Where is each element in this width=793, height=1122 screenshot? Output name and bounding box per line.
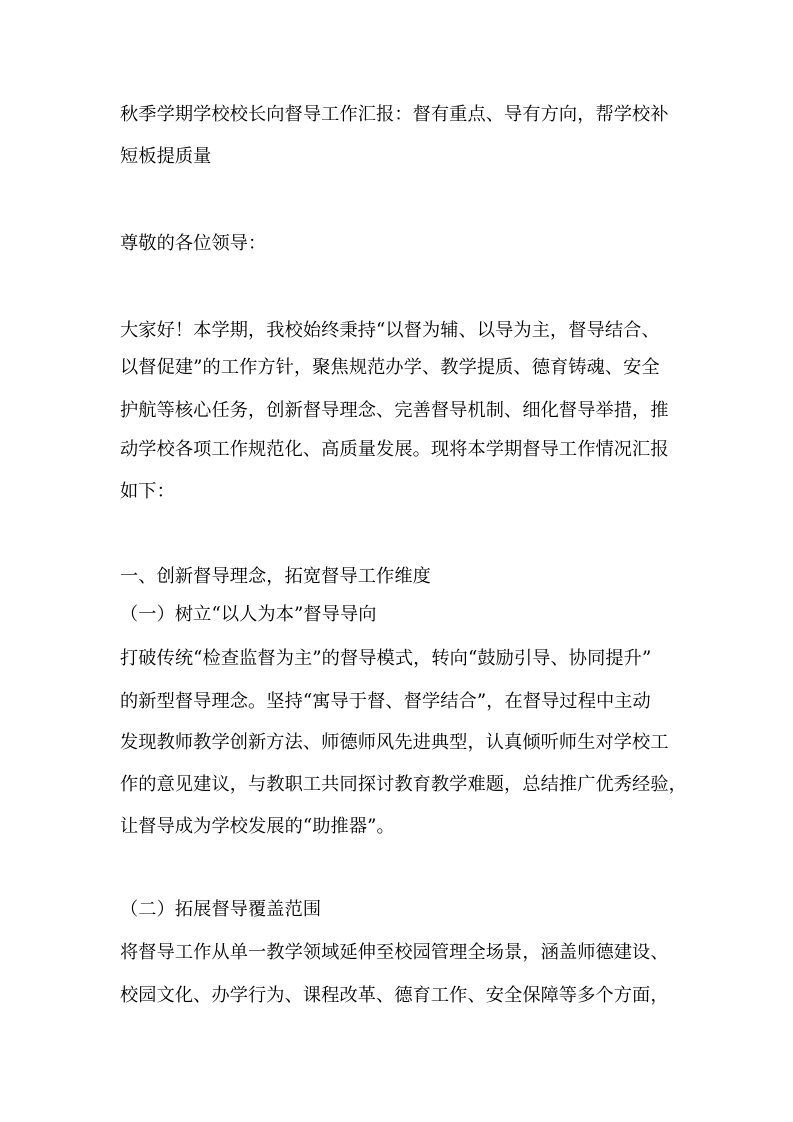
subsection-1-line-4: 作的意见建议，与教职工共同探讨教育教学难题，总结推广优秀经验， bbox=[120, 774, 687, 795]
salutation: 尊敬的各位领导： bbox=[120, 233, 267, 254]
subsection-1-line-1: 打破传统“检查监督为主”的督导模式，转向“鼓励引导、协同提升” bbox=[120, 648, 652, 669]
subsection-2-line-1: 将督导工作从单一教学领域延伸至校园管理全场景，涵盖师德建设、 bbox=[120, 942, 669, 963]
section-1-heading: 一、创新督导理念，拓宽督导工作维度 bbox=[120, 566, 431, 587]
subsection-2-heading: （二）拓展督导覆盖范围 bbox=[120, 899, 322, 920]
intro-line-3: 护航等核心任务，创新督导理念、完善督导机制、细化督导举措，推 bbox=[120, 400, 669, 421]
intro-line-4: 动学校各项工作规范化、高质量发展。现将本学期督导工作情况汇报 bbox=[120, 439, 669, 460]
subsection-1-line-5: 让督导成为学校发展的“助推器”。 bbox=[120, 816, 395, 837]
subsection-2-line-2: 校园文化、办学行为、课程改革、德育工作、安全保障等多个方面， bbox=[120, 985, 669, 1006]
subsection-1-line-3: 发现教师教学创新方法、师德师风先进典型，认真倾听师生对学校工 bbox=[120, 732, 669, 753]
document-title-line-1: 秋季学期学校校长向督导工作汇报：督有重点、导有方向，帮学校补 bbox=[120, 104, 669, 125]
intro-line-5: 如下： bbox=[120, 481, 175, 502]
subsection-1-heading: （一）树立“以人为本”督导导向 bbox=[120, 604, 377, 625]
subsection-1-line-2: 的新型督导理念。坚持“寓导于督、督学结合”，在督导过程中主动 bbox=[120, 691, 651, 712]
intro-line-2: 以督促建”的工作方针，聚焦规范办学、教学提质、德育铸魂、安全 bbox=[120, 357, 660, 378]
document-title-line-2: 短板提质量 bbox=[120, 146, 212, 167]
intro-line-1: 大家好！本学期，我校始终秉持“以督为辅、以导为主，督导结合、 bbox=[120, 320, 660, 341]
